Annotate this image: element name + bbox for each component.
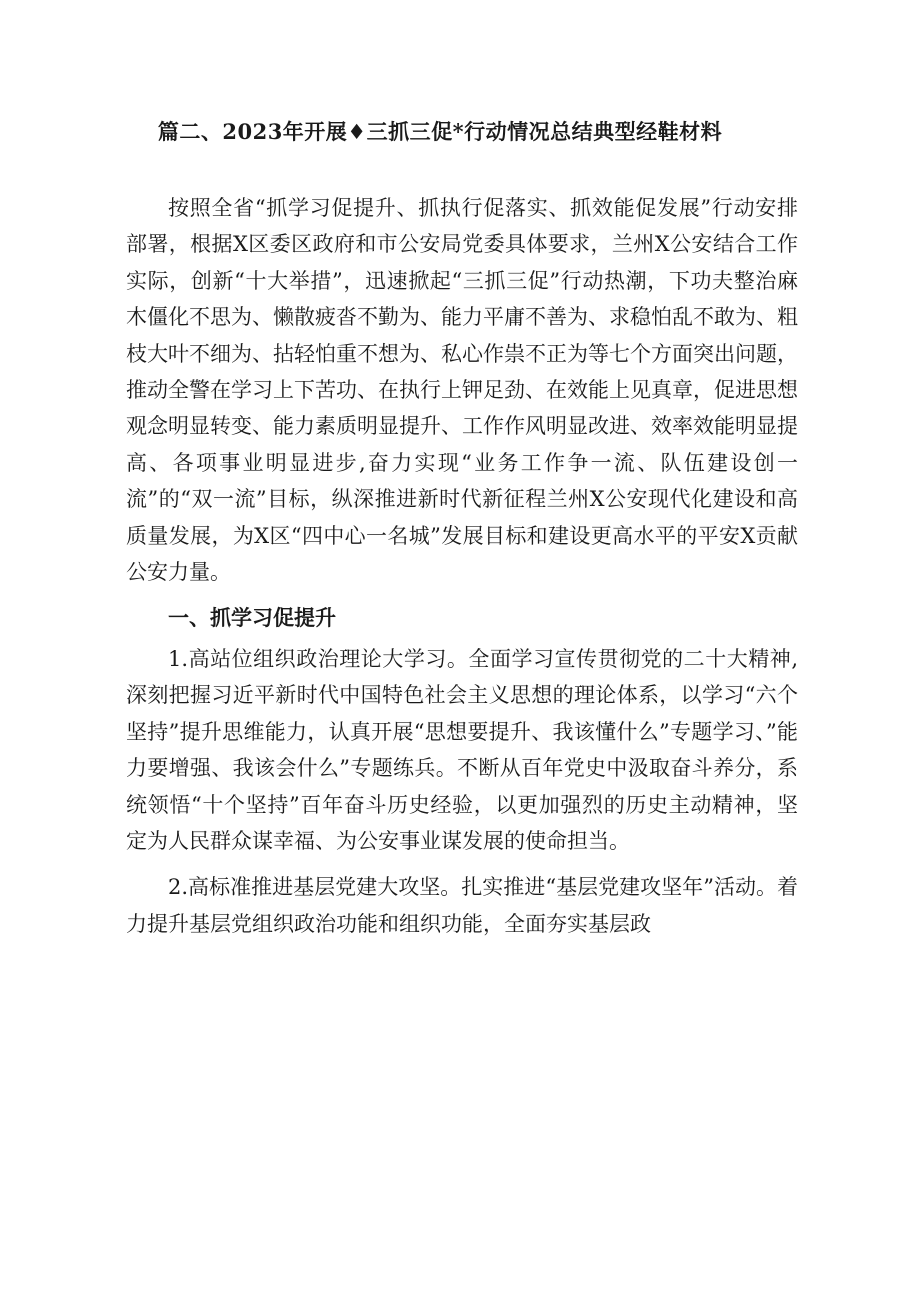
paragraph-item-2: 2.高标准推进基层党建大攻坚。扎实推进“基层党建攻坚年”活动。着力提升基层党组织政治功能和组织功能，全面夯实基层政 [126, 875, 798, 936]
document-title: 篇二、2023年开展♦三抓三促*行动情况总结典型经鞋材料 [157, 119, 723, 144]
document-body [126, 190, 798, 942]
section-heading-1: 一、抓学习促提升 [168, 605, 336, 631]
paragraph-item-1: 1.高站位组织政治理论大学习。全面学习宣传贯彻党的二十大精神,深刻把握习近平新时代中国特色社会主义思想的理论体系，以学习“六个坚持”提升思维能力，认真开展“思想要提升、我该懂什么”专题学习、”能力要增强、我该会什么”专题练兵。不断从百年党史中汲取奋斗养分，系统领悟“十个坚持”百年奋斗历史经验，以更加强烈的历史主动精神，坚定为人民群众谋幸福、为公安事业谋发展的使命担当。 [126, 646, 798, 853]
paragraph-intro: 按照全省“抓学习促提升、抓执行促落实、抓效能促发展”行动安排部署，根据X区委区政府和市公安局党委具体要求，兰州X公安结合工作实际，创新“十大举措”，迅速掀起“三抓三促”行动热潮，下功夫整治麻木僵化不思为、懒散疲沓不勤为、能力平庸不善为、求稳怕乱不敢为、粗枝大叶不细为、拈轻怕重不想为、私心作祟不正为等七个方面突出问题，推动全警在学习上下苦功、在执行上钾足劲、在效能上见真章，促进思想观念明显转变、能力素质明显提升、工作作风明显改进、效率效能明显提高、各项事业明显进步,奋力实现“业务工作争一流、队伍建设创一流”的“双一流”目标，纵深推进新时代新征程兰州X公安现代化建设和高质量发展，为X区“四中心一名城”发展目标和建设更高水平的平安X贡献公安力量。 [126, 196, 798, 585]
